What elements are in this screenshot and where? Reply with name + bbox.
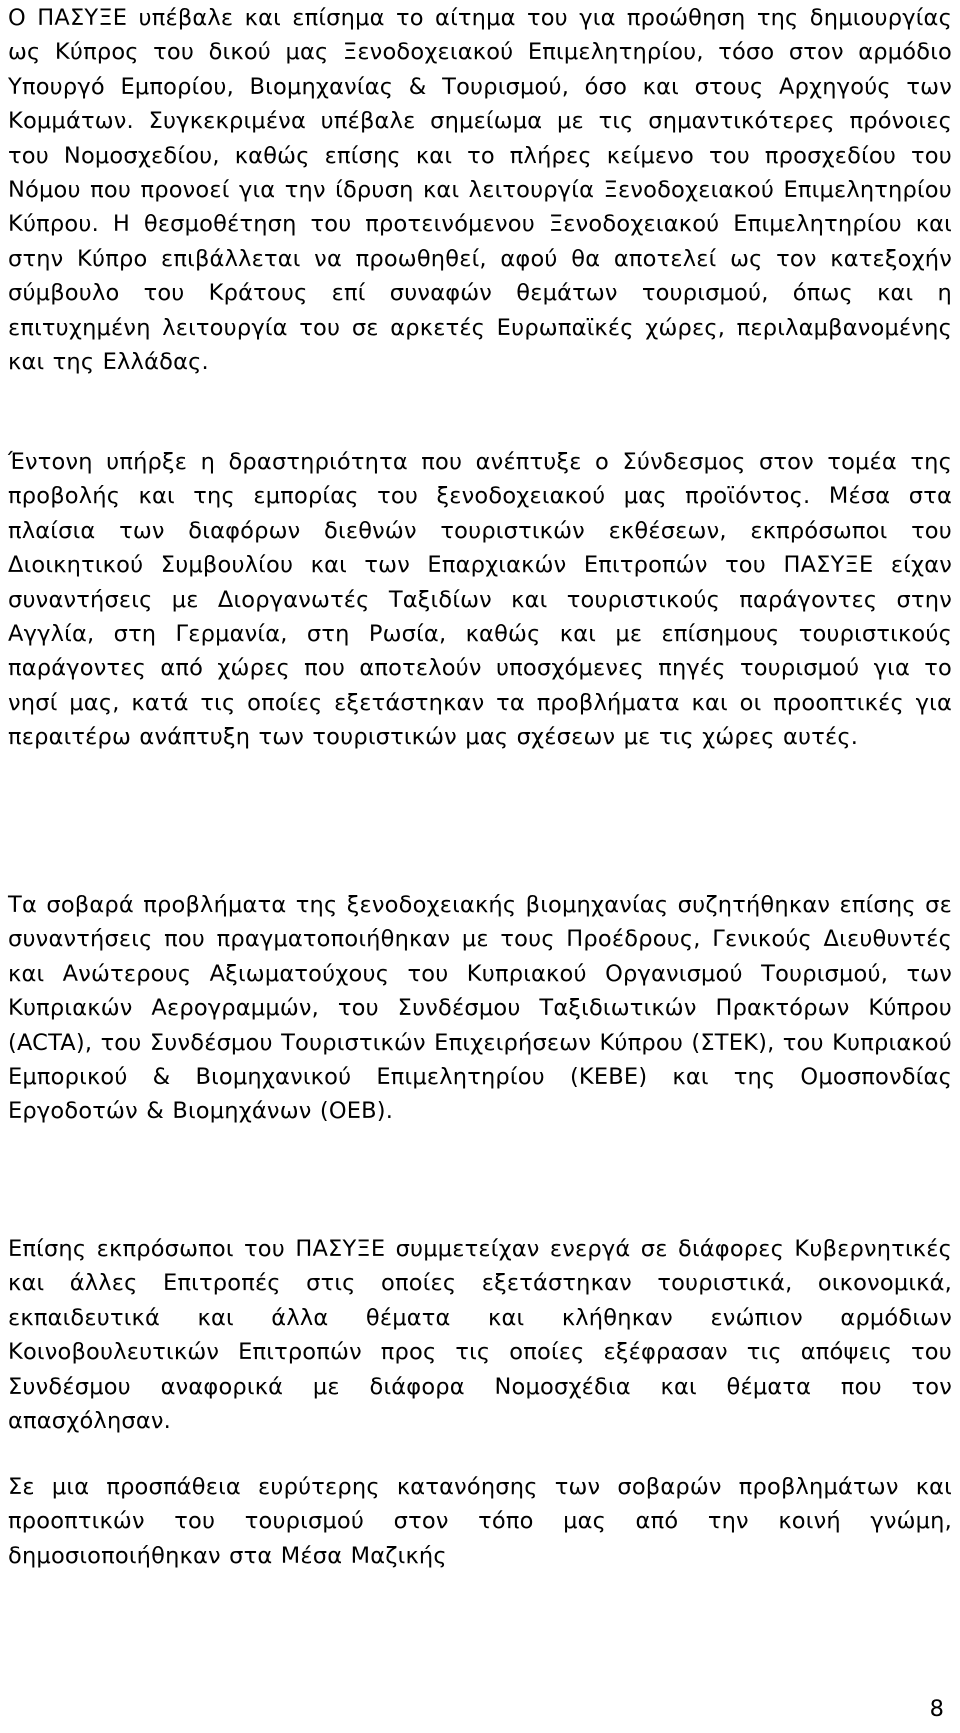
- page-number: 8: [929, 1696, 944, 1722]
- paragraph-hotel-chamber: Ο ΠΑΣΥΞΕ υπέβαλε και επίσημα το αίτημα του για προώθηση της δημιουργίας ως Κύπρος του δικού μας Ξενοδοχειακού Επιμελητηρίου, τόσο στον αρμόδιο Υπουργό Εμπορίου, Βιομηχανίας & Τουρισμού, όσο και στους Αρχηγούς των Κομμάτων. Συγκεκριμένα υπέβαλε σημείωμα με τις σημαντικότερες πρόνοιες του Νομοσχεδίου, καθώς επίσης και το πλήρες κείμενο του προσχεδίου του Νόμου που προνοεί για την ίδρυση και λειτουργία Ξενοδοχειακού Επιμελητηρίου Κύπρου. Η θεσμοθέτηση του προτεινόμενου Ξενοδοχειακού Επιμελητηρίου και στην Κύπρο επιβάλλεται να προωθηθεί, αφού θα αποτελεί ως τον κατεξοχήν σύμβουλο του Κράτους επί συναφών θεμάτων τουρισμού, όπως και η επιτυχημένη λειτουργία του σε αρκετές Ευρωπαϊκές χώρες, περιλαμβανομένης και της Ελλάδας.: [8, 5, 952, 376]
- document-page: [8, 0, 952, 1733]
- paragraph-industry-meetings: Τα σοβαρά προβλήματα της ξενοδοχειακής βιομηχανίας συζητήθηκαν επίσης σε συναντήσεις που πραγματοποιήθηκαν με τους Προέδρους, Γενικούς Διευθυντές και Ανώτερους Αξιωματούχους του Κυπριακού Οργανισμού Τουρισμού, των Κυπριακών Αερογραμμών, του Συνδέσμου Ταξιδιωτικών Πρακτόρων Κύπρου (ACTA), του Συνδέσμου Τουριστικών Επιχειρήσεων Κύπρου (ΣΤΕΚ), του Κυπριακού Εμπορικού & Βιομηχανικού Επιμελητηρίου (ΚΕΒΕ) και της Ομοσπονδίας Εργοδοτών & Βιομηχάνων (ΟΕΒ).: [8, 892, 952, 1125]
- paragraph-public-awareness: Σε μια προσπάθεια ευρύτερης κατανόησης των σοβαρών προβλημάτων και προοπτικών του τουρισμού στον τόπο μας από την κοινή γνώμη, δημοσιοποιήθηκαν στα Μέσα Μαζικής: [8, 1474, 952, 1569]
- paragraph-committees: Επίσης εκπρόσωποι του ΠΑΣΥΞΕ συμμετείχαν ενεργά σε διάφορες Κυβερνητικές και άλλες Επιτροπές στις οποίες εξετάστηκαν τουριστικά, οικονομικά, εκπαιδευτικά και άλλα θέματα και κλήθηκαν ενώπιον αρμόδιων Κοινοβουλευτικών Επιτροπών προς τις οποίες εξέφρασαν τις απόψεις του Συνδέσμου αναφορικά με διάφορα Νομοσχέδια και θέματα που τον απασχόλησαν.: [8, 1236, 952, 1435]
- paragraph-promotion-activity: Έντονη υπήρξε η δραστηριότητα που ανέπτυξε ο Σύνδεσμος στον τομέα της προβολής και της εμπορίας του ξενοδοχειακού μας προϊόντος. Μέσα στα πλαίσια των διαφόρων διεθνών τουριστικών εκθέσεων, εκπρόσωποι του Διοικητικού Συμβουλίου και των Επαρχιακών Επιτροπών του ΠΑΣΥΞΕ είχαν συναντήσεις με Διοργανωτές Ταξιδίων και τουριστικούς παράγοντες στην Αγγλία, στη Γερμανία, στη Ρωσία, καθώς και με επίσημους τουριστικούς παράγοντες από χώρες που αποτελούν υποσχόμενες πηγές τουρισμού για το νησί μας, κατά τις οποίες εξετάστηκαν τα προβλήματα και οι προοπτικές για περαιτέρω ανάπτυξη των τουριστικών μας σχέσεων με τις χώρες αυτές.: [8, 449, 952, 751]
